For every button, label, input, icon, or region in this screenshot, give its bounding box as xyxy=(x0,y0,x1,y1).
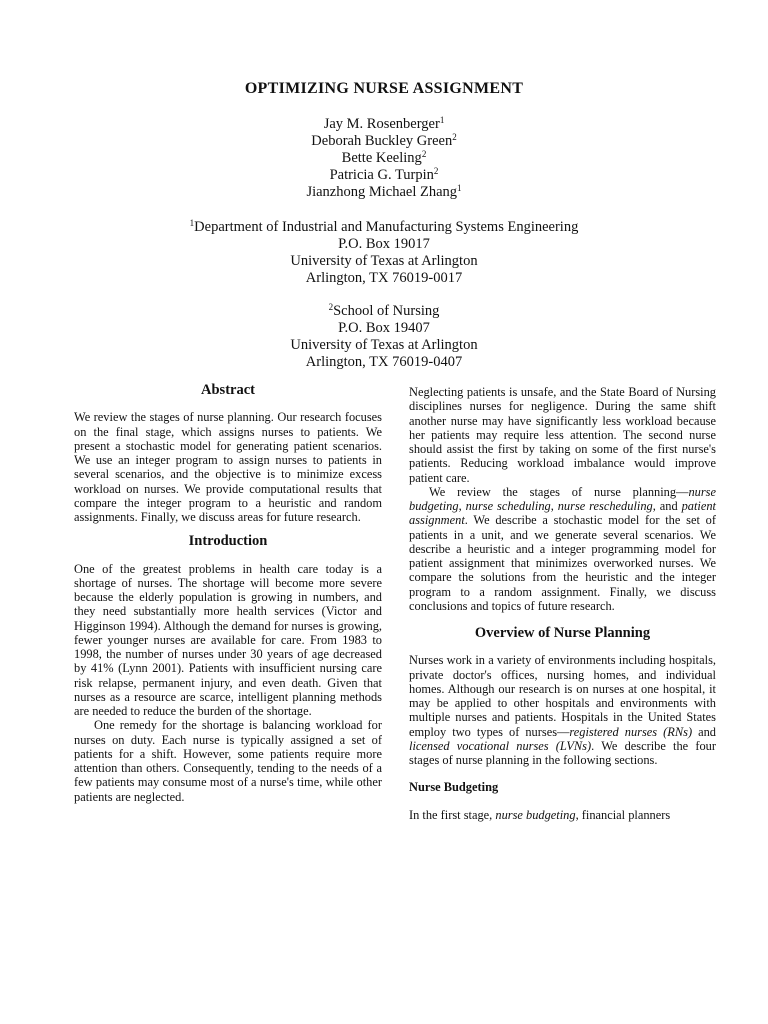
author: Jianzhong Michael Zhang$^1$ xyxy=(306,183,462,200)
author-list xyxy=(0,116,768,201)
left-column xyxy=(74,383,382,804)
author: Patricia G. Turpin$^2$ xyxy=(329,166,439,183)
paper-title: OPTIMIZING NURSE ASSIGNMENT xyxy=(244,80,524,97)
author: Deborah Buckley Green$^2$ xyxy=(311,132,457,149)
abstract-text: We review the stages of nurse planning. Our research focuses on the final stage, which assigns nurses to patients. We present a stochastic model for generating patient scenarios. We use an integer program to assign nurses to patients in several scenarios, and the objective is to minimize excess workload on nurses. We provide computational results that compare the integer program to a heuristic and random assignments. Finally, we discuss areas for future research. xyxy=(74,410,382,524)
introduction-heading: Introduction xyxy=(188,533,268,550)
abstract-heading: Abstract xyxy=(201,382,255,398)
right-column xyxy=(409,385,716,822)
introduction-paragraph-3: Neglecting patients is unsafe, and the State Board of Nursing disciplines nurses for negligence. During the same shift another nurse may have significantly less workload because her patients may require less attention. The second nurse should assist the first by taking on some of the first nurse's patients. Reducing workload imbalance would improve patient care. xyxy=(409,385,716,485)
overview-heading: Overview of Nurse Planning xyxy=(474,625,651,641)
affiliation-2: $^2$School of Nursing P.O. Box 19407 University of Texas at Arlington Arlington, TX 76019-0407 xyxy=(290,302,478,370)
author: Jay M. Rosenberger$^1$ xyxy=(323,115,445,132)
affiliation-1: $^1$Department of Industrial and Manufacturing Systems Engineering P.O. Box 19017 University of Texas at Arlington Arlington, TX 76019-0017 xyxy=(189,218,579,286)
author: Bette Keeling$^2$ xyxy=(341,149,427,166)
introduction-paragraph-1: One of the greatest problems in health care today is a shortage of nurses. The shortage will become more severe because the elderly population is growing in numbers, and they need substantially more health services (Victor and Higginson 1994). Although the demand for nurses is growing, fewer younger nurses are available for care. From 1983 to 1998, the number of nurses under 30 years of age decreased by 41% (Lynn 2001). Patients with insufficient nursing care risk relapse, permanent injury, and even death. Given that nurses as a resource are scarce, intelligent planning methods are needed to reduce the burden of the shortage. xyxy=(74,561,382,718)
budgeting-paragraph-1: In the first stage, nurse budgeting, financial planners xyxy=(409,807,671,822)
introduction-paragraph-4: We review the stages of nurse planning—nurse budgeting, nurse scheduling, nurse rescheduling, and patient assignment. We describe a stochastic model for the set of patients in a unit, and we generate several scenarios. We describe a heuristic and a integer programming model for patient assignment that minimizes overworked nurses. We compare the solutions from the heuristic and the integer program to a random assignment. Finally, we discuss conclusions and topics of future research. xyxy=(409,484,716,613)
nurse-budgeting-heading: Nurse Budgeting xyxy=(409,780,499,795)
introduction-paragraph-2: One remedy for the shortage is balancing workload for nurses on duty. Each nurse is typically assigned a set of patients for a shift. However, some patients require more attention than others. Consequently, tending to the needs of a few patients may consume most of a nurse's time, while other patients are neglected. xyxy=(74,718,382,804)
overview-paragraph-1: Nurses work in a variety of environments including hospitals, private doctor's offices, nursing homes, and individual homes. Although our research is on nurses at one hospital, it may be applied to other hospitals and environments with multiple nurses and patients. Hospitals in the United States employ two types of nurses—registered nurses (RNs) and licensed vocational nurses (LVNs). We describe the four stages of nurse planning in the following sections. xyxy=(409,653,717,767)
